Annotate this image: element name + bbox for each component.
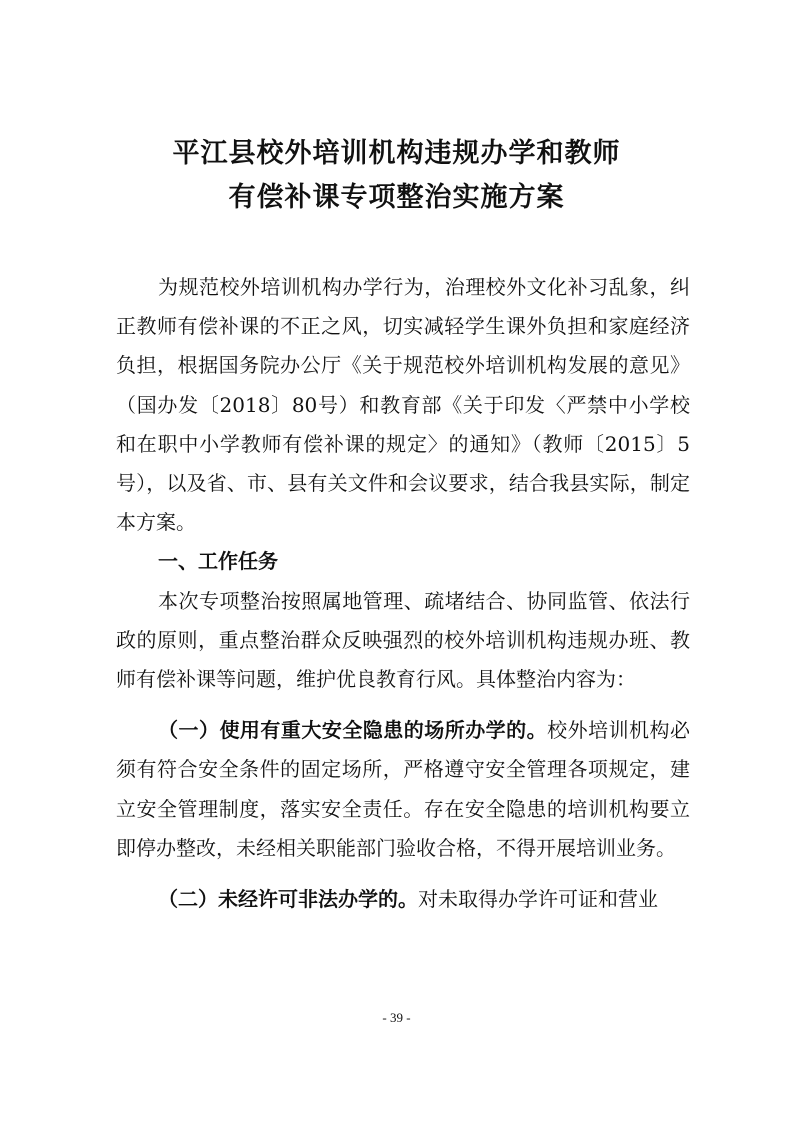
item-text-1: 校外培训机构必须有符合安全条件的固定场所，严格遵守安全管理各项规定，建立安全管理制度，落实安全责任。存在安全隐患的培训机构要立即停办整改，未经相关职能部门验收合格，不得开展培训业务。 <box>116 718 691 860</box>
section-paragraph: 本次专项整治按照属地管理、疏堵结合、协同监管、依法行政的原则，重点整治群众反映强烈的校外培训机构违规办班、教师有偿补课等问题，维护优良教育行风。具体整治内容为： <box>116 588 690 692</box>
item-text-2: 对未取得办学许可证和营业 <box>418 887 658 912</box>
section-heading-work-tasks: 一、工作任务 <box>158 549 278 574</box>
item-lead-1: （一）使用有重大安全隐患的场所办学的。 <box>158 718 548 743</box>
item-lead-2: （二）未经许可非法办学的。 <box>158 887 418 912</box>
page-number: - 39 - <box>382 1010 411 1025</box>
item-paragraph-1 <box>116 711 690 868</box>
item-paragraph-2 <box>116 880 690 919</box>
document-title-line-1: 平江县校外培训机构违规办学和教师 <box>172 138 621 169</box>
document-body <box>116 268 690 919</box>
intro-paragraph: 为规范校外培训机构办学行为，治理校外文化补习乱象，纠正教师有偿补课的不正之风，切实减轻学生课外负担和家庭经济负担，根据国务院办公厅《关于规范校外培训机构发展的意见》（国办发〔2018〕80号）和教育部《关于印发〈严禁中小学校和在职中小学教师有偿补课的规定〉的通知》（教师〔2015〕5号），以及省、市、县有关文件和会议要求，结合我县实际，制定本方案。 <box>116 275 690 535</box>
document-title-line-2: 有偿补课专项整治实施方案 <box>228 182 565 213</box>
